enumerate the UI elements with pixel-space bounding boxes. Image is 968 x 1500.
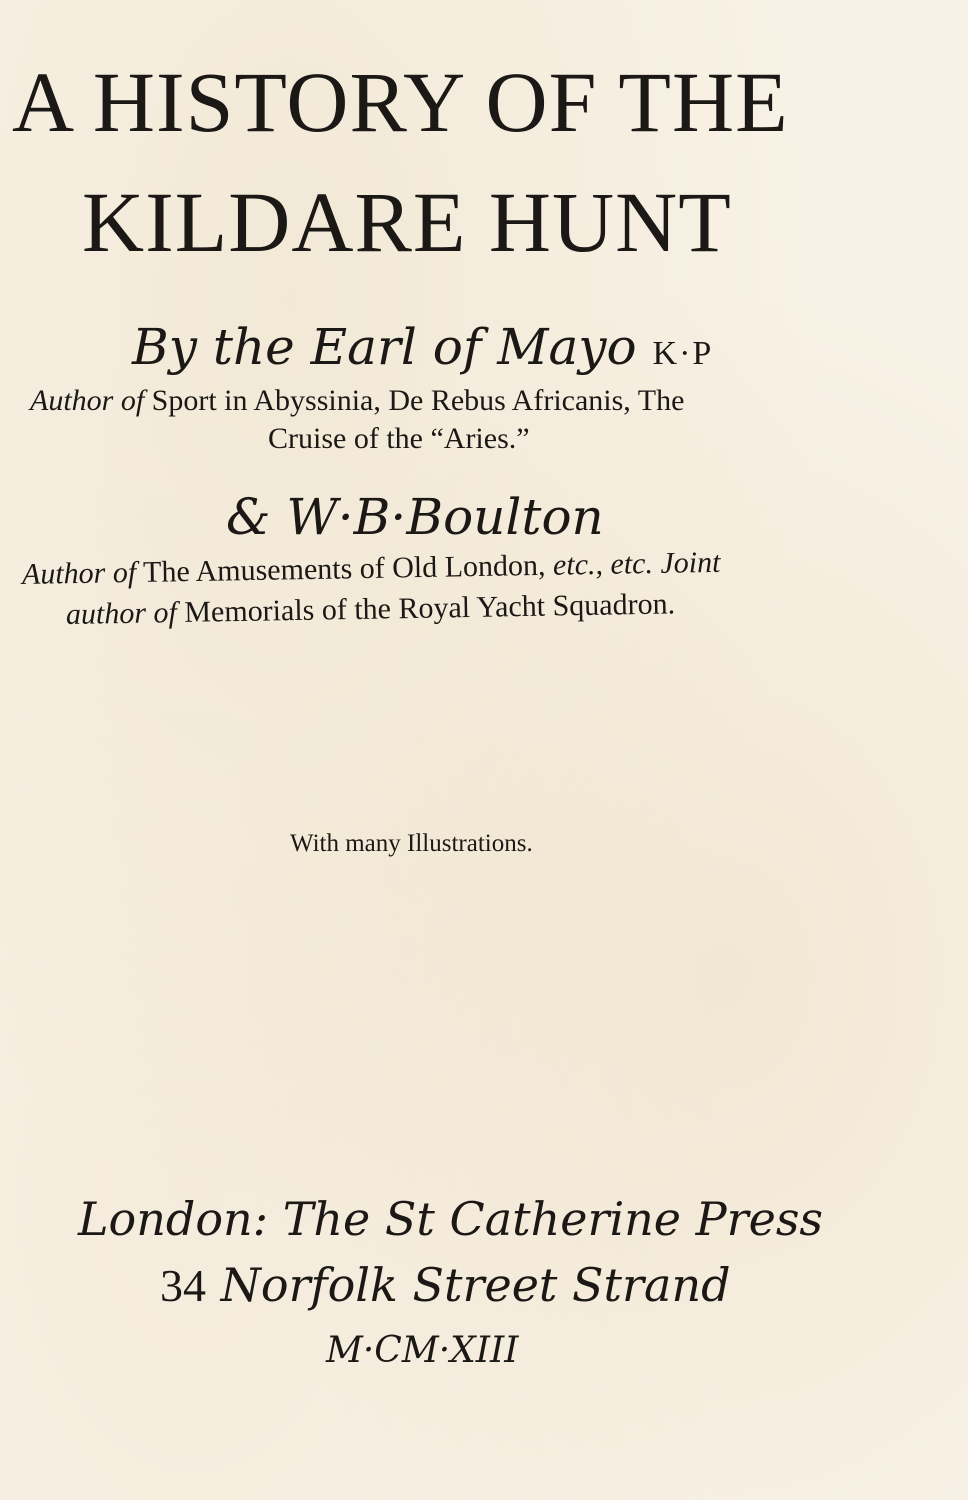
author-2-credit-works-b: Memorials of the Royal Yacht Squadron. [184,587,676,629]
author-2-credit-works: The Amusements of Old London, [142,548,546,589]
imprint-address [160,1258,731,1312]
book-title-line-1: A HISTORY OF THE [12,54,789,150]
imprint-street-number: 34 [160,1260,206,1311]
imprint-publisher: London: The St Catherine Press [78,1192,824,1246]
author-1-byline [132,318,713,376]
author-1-credit-line-2: Cruise of the “Aries.” [268,422,530,455]
illustrations-note: With many Illustrations. [290,830,533,857]
book-title-line-2: KILDARE HUNT [82,174,732,270]
author-2-credit-etc: etc., etc. Joint [552,545,721,582]
author-1-name: By the Earl of Mayo [132,318,637,376]
author-2-credit-prefix-b: author of [65,596,178,631]
imprint-year: M·CM·XIII [326,1330,519,1371]
author-2-byline: & W·B·Boulton [226,488,604,546]
author-1-credit-line-1 [30,382,684,420]
author-1-credit-prefix: Author of [30,384,145,417]
author-1-honour: K·P [652,335,714,372]
author-1-credit-works-a: Sport in Abyssinia, De Rebus Africanis, The [151,384,685,417]
author-2-credit-line-2 [66,585,676,634]
imprint-street: Norfolk Street Strand [220,1258,731,1312]
author-2-credit-prefix: Author of [21,556,137,591]
